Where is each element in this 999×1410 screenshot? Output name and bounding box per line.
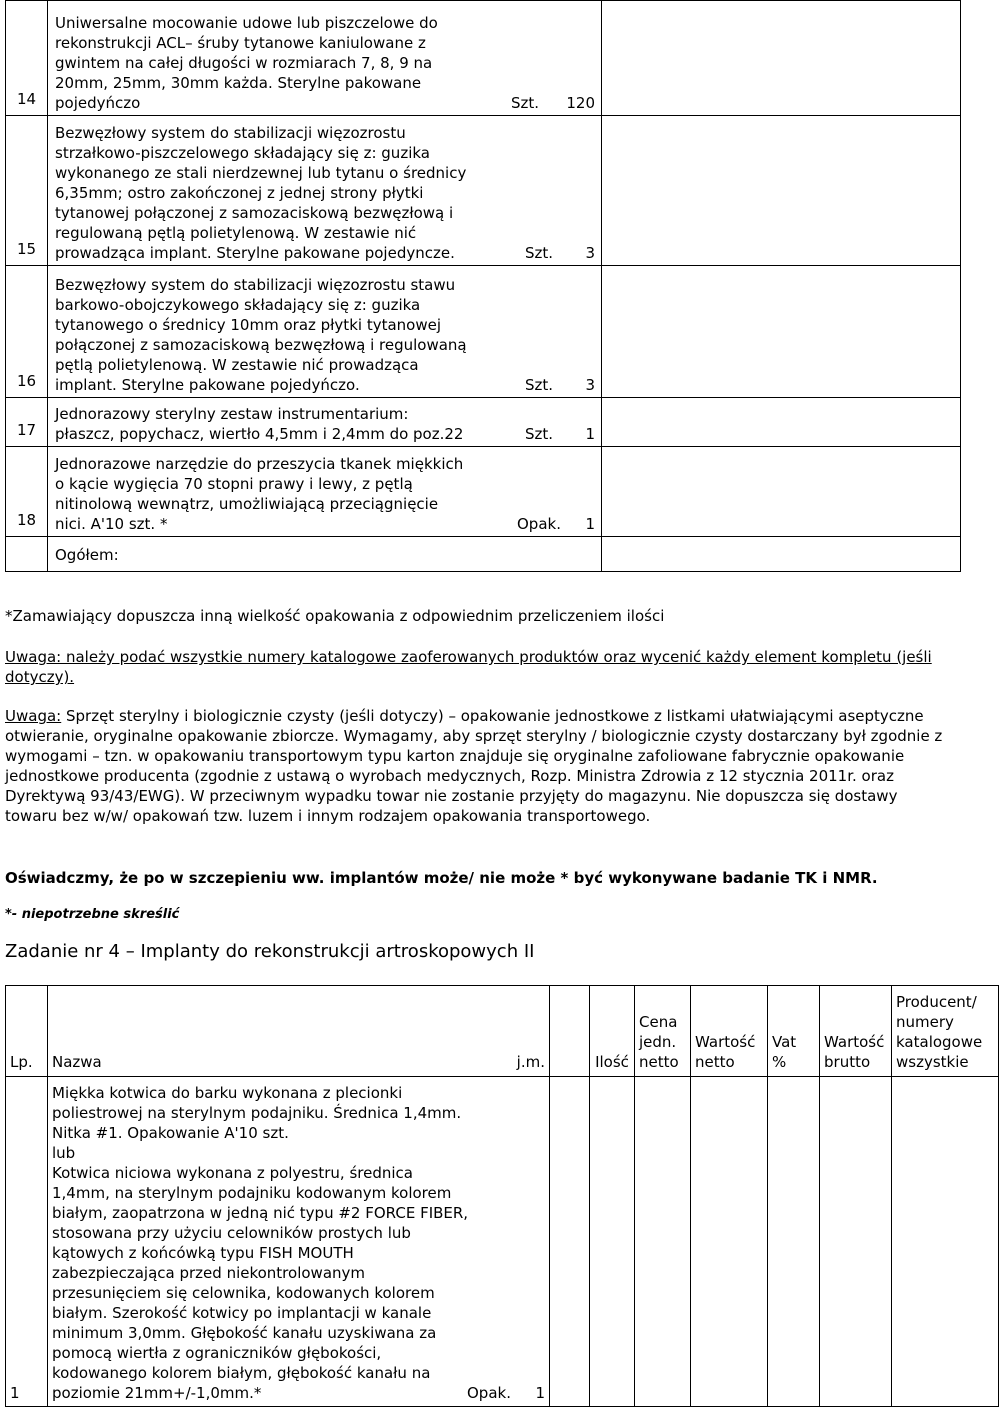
desc-line: pętlą polietylenową. W zestawie nić prowadząca <box>55 356 419 374</box>
row-unit: Szt. <box>511 94 540 112</box>
desc-line: barkowo-obojczykowego składający się z: guzika <box>55 296 421 314</box>
desc-line: tytanowego o średnicy 10mm oraz płytki tytanowej <box>55 316 441 334</box>
total-value-cell <box>602 537 961 572</box>
desc-line: Jednorazowy sterylny zestaw instrumentarium: <box>55 405 409 423</box>
row-unit: Szt. <box>525 425 554 443</box>
desc-line: rekonstrukcji ACL– śruby tytanowe kaniulowane z <box>55 34 426 52</box>
row-empty-cell <box>590 1077 635 1407</box>
desc-line: Jednorazowe narzędzie do przeszycia tkanek miękkich <box>55 455 464 473</box>
row-lp: 16 <box>6 266 48 398</box>
items-table <box>5 0 961 572</box>
note-sterile-text: Sprzęt sterylny i biologicznie czysty (jeśli dotyczy) – opakowanie jednostkowe z listkami ułatwiającymi aseptyczne otwieranie, oryginalne opakowanie zbiorcze. Wymagamy, aby sprzęt sterylny / biologicznie czysty dostarczany był zgodnie z wymogami – tzn. w opakowaniu transportowym typu karton znajduje się oryginalne zafoliowane fabrycznie opakowanie jednostkowe producenta (zgodnie z ustawą o wyrobach medycznych, Rozp. Ministra Zdrowia z 12 stycznia 2011r. oraz Dyrektywą 93/43/EWG). W przeciwnym wypadku towar nie zostanie przyjęty do magazynu. Nie dopuszcza się dostawy towaru bez w/w/ opakowań tzw. luzem i innym rodzajem opakowania transportowego. <box>5 707 943 825</box>
header-nazwa <box>48 986 550 1077</box>
row-description <box>48 266 602 398</box>
row-lp: 15 <box>6 116 48 266</box>
row-qty: 120 <box>566 94 595 112</box>
row-description <box>48 1077 550 1407</box>
desc-line: stosowana przy użyciu celowników prostych lub <box>52 1224 411 1242</box>
header-wartosc-netto: Wartość netto <box>691 986 768 1077</box>
row-empty-cell <box>820 1077 892 1407</box>
table-row <box>6 266 961 398</box>
task4-table <box>5 985 999 1407</box>
desc-line: gwintem na całej długości w rozmiarach 7, 8, 9 na <box>55 54 433 72</box>
row-description <box>48 1 602 116</box>
desc-line: implant. Sterylne pakowane pojedyńczo. <box>55 376 360 394</box>
row-lp: 14 <box>6 1 48 116</box>
row-empty-cell <box>602 398 961 447</box>
table-row <box>6 447 961 537</box>
note-sterile-label: Uwaga: <box>5 707 62 725</box>
header-ilosc: Ilość <box>590 986 635 1077</box>
total-label: Ogółem: <box>48 537 602 572</box>
header-empty <box>550 986 590 1077</box>
desc-line: regulowaną pętlą polietylenową. W zestawie nić <box>55 224 417 242</box>
section-heading: Zadanie nr 4 – Implanty do rekonstrukcji artroskopowych II <box>5 941 535 962</box>
row-lp: 1 <box>6 1077 48 1407</box>
desc-line: 20mm, 25mm, 30mm każda. Sterylne pakowane <box>55 74 422 92</box>
note-catalog-numbers: Uwaga: należy podać wszystkie numery katalogowe zaoferowanych produktów oraz wycenić każdy element kompletu (jeśli dotyczy). <box>5 648 932 686</box>
desc-line: zabezpieczająca przed niekontrolowanym <box>52 1264 366 1282</box>
table-row <box>6 116 961 266</box>
row-empty-cell <box>635 1077 691 1407</box>
desc-line: połączonej z samozaciskową bezwęzłową i regulowaną <box>55 336 467 354</box>
header-vat: Vat % <box>768 986 820 1077</box>
desc-line: Miękka kotwica do barku wykonana z plecionki <box>52 1084 403 1102</box>
total-lp-cell <box>6 537 48 572</box>
row-empty-cell <box>768 1077 820 1407</box>
row-unit: Szt. <box>525 376 554 394</box>
header-nazwa-label: Nazwa <box>52 1053 102 1071</box>
row-qty: 1 <box>585 425 595 443</box>
strike-note: *- niepotrzebne skreślić <box>5 907 180 922</box>
row-empty-cell <box>602 116 961 266</box>
desc-line: tytanowej połączonej z samozaciskową bezwęzłową i <box>55 204 454 222</box>
desc-line: Uniwersalne mocowanie udowe lub piszczelowe do <box>55 14 438 32</box>
header-jm: j.m. <box>516 1053 545 1071</box>
desc-line: 6,35mm; ostro zakończonej z jednej strony płytki <box>55 184 424 202</box>
desc-line: prowadząca implant. Sterylne pakowane pojedyncze. <box>55 244 455 262</box>
desc-line: lub <box>52 1144 76 1162</box>
row-qty: 1 <box>585 515 595 533</box>
row-description <box>48 447 602 537</box>
desc-line: wykonanego ze stali nierdzewnej lub tytanu o średnicy <box>55 164 467 182</box>
desc-line: o kącie wygięcia 70 stopni prawy i lewy, z pętlą <box>55 475 413 493</box>
row-description <box>48 116 602 266</box>
row-unit: Opak. <box>467 1384 511 1402</box>
row-empty-cell <box>892 1077 999 1407</box>
header-wartosc-brutto: Wartość brutto <box>820 986 892 1077</box>
desc-line: poliestrowej na sterylnym podajniku. Średnica 1,4mm. <box>52 1104 462 1122</box>
row-empty-cell <box>691 1077 768 1407</box>
desc-line: kątowych z końcówką typu FISH MOUTH <box>52 1244 354 1262</box>
total-row <box>6 537 961 572</box>
desc-line: białym, zaopatrzona w jedną nić typu #2 FORCE FIBER, <box>52 1204 469 1222</box>
row-qty: 3 <box>585 376 595 394</box>
desc-line: poziomie 21mm+/-1,0mm.* <box>52 1384 262 1402</box>
desc-line: minimum 3,0mm. Głębokość kanału uzyskiwana za <box>52 1324 437 1342</box>
row-description <box>48 398 602 447</box>
row-unit: Szt. <box>525 244 554 262</box>
table-row <box>6 398 961 447</box>
declaration-text: Oświadczmy, że po w szczepieniu ww. implantów może/ nie może * być wykonywane badanie TK i NMR. <box>5 869 878 887</box>
desc-line: nitinolową wewnątrz, umożliwiającą przeciągnięcie <box>55 495 439 513</box>
desc-line: Bezwęzłowy system do stabilizacji więzozrostu <box>55 124 406 142</box>
header-producent: Producent/ numery katalogowe wszystkie <box>892 986 999 1077</box>
row-empty-cell <box>550 1077 590 1407</box>
desc-line: nici. A'10 szt. * <box>55 515 168 533</box>
note-quantity: *Zamawiający dopuszcza inną wielkość opakowania z odpowiednim przeliczeniem ilości <box>5 607 665 625</box>
desc-line: strzałkowo-piszczelowego składający się z: guzika <box>55 144 430 162</box>
desc-line: kodowanego kolorem białym, głębokość kanału na <box>52 1364 431 1382</box>
desc-line: pojedyńczo <box>55 94 141 112</box>
desc-line: pomocą wiertła z ograniczników głębokości, <box>52 1344 382 1362</box>
desc-line: Kotwica niciowa wykonana z polyestru, średnica <box>52 1164 413 1182</box>
table-header-row <box>6 986 999 1077</box>
row-qty: 1 <box>535 1384 545 1402</box>
desc-line: płaszcz, popychacz, wiertło 4,5mm i 2,4mm do poz.22 <box>55 425 464 443</box>
row-lp: 17 <box>6 398 48 447</box>
row-qty: 3 <box>585 244 595 262</box>
desc-line: przesunięciem się celownika, kodowanych kolorem <box>52 1284 435 1302</box>
row-empty-cell <box>602 447 961 537</box>
table-row <box>6 1 961 116</box>
note-sterile <box>5 706 953 826</box>
row-unit: Opak. <box>517 515 561 533</box>
row-lp: 18 <box>6 447 48 537</box>
desc-line: białym. Szerokość kotwicy po implantacji w kanale <box>52 1304 432 1322</box>
table-row <box>6 1077 999 1407</box>
header-cena: Cena jedn. netto <box>635 986 691 1077</box>
desc-line: Nitka #1. Opakowanie A'10 szt. <box>52 1124 289 1142</box>
row-empty-cell <box>602 1 961 116</box>
row-empty-cell <box>602 266 961 398</box>
desc-line: Bezwęzłowy system do stabilizacji więzozrostu stawu <box>55 276 456 294</box>
desc-line: 1,4mm, na sterylnym podajniku kodowanym kolorem <box>52 1184 452 1202</box>
header-lp: Lp. <box>6 986 48 1077</box>
